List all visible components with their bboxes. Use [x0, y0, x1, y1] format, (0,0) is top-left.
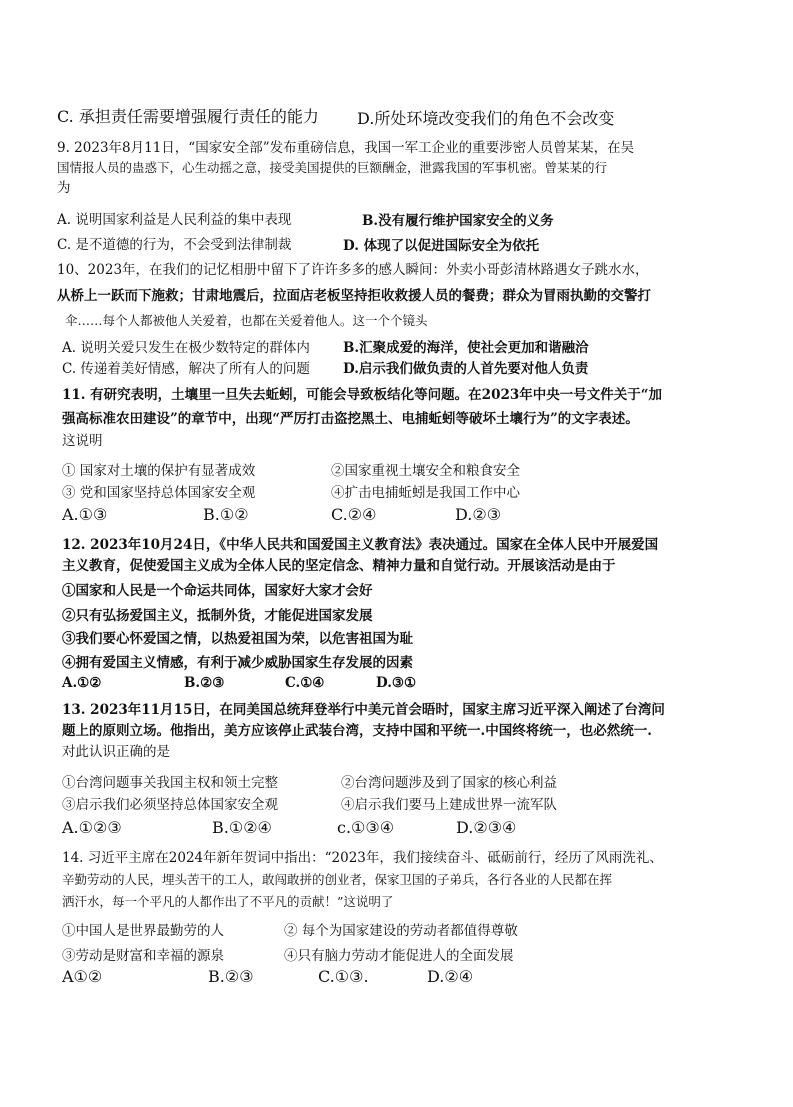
q12-option-c: C.①④ [285, 675, 325, 691]
q11-item-1: ① 国家对土壤的保护有显著成效 [62, 463, 256, 479]
q9-option-d: D. 体现了以促进国际安全为依托 [343, 238, 540, 254]
q8-option-c: C. 承担责任需要增强履行责任的能力 [57, 107, 319, 126]
q12-item-2: ②只有弘扬爱国主义，抵制外货，才能促进国家发展 [62, 608, 373, 624]
q11-stem-line-3: 这说明 [62, 433, 103, 449]
q13-item-3: ③启示我们必须坚持总体国家安全观 [62, 797, 278, 813]
q11-option-c: C.②④ [331, 505, 377, 524]
q10-stem-line-1: 10、2023年，在我们的记忆相册中留下了许许多多的感人瞬间：外卖小哥彭清林路遇女子跳水水， [57, 262, 649, 278]
q10-option-a: A. 说明关爱只发生在极少数特定的群体内 [62, 340, 310, 356]
q13-item-1: ①台湾问题事关我国主权和领土完整 [62, 775, 278, 791]
q10-stem-line-3: 伞……每个人都被他人关爱着，也都在关爱着他人。这一个个镜头 [65, 313, 428, 328]
q13-option-d: D.②③④ [456, 818, 517, 837]
q11-option-d: D.②③ [455, 505, 502, 524]
q14-option-b: B.②③ [208, 967, 254, 986]
q11-option-b: B.①② [203, 505, 249, 524]
q13-stem-line-1: 13. 2023年11月15日，在同美国总统拜登举行中美元首会晤时，国家主席习近平深入阐述了台湾问 [62, 702, 665, 718]
q14-option-c: C.①③. [318, 967, 369, 986]
q10-stem-line-2: 从桥上一跃而下施救；甘肃地震后，拉面店老板坚持拒收救援人员的餐费；群众为冒雨执勤的交警打 [57, 288, 651, 304]
q13-item-4: ④启示我们要马上建成世界一流军队 [341, 797, 557, 813]
q9-option-c: C. 是不道德的行为，不会受到法律制裁 [57, 237, 292, 253]
q13-stem-line-2: 题上的原则立场。他指出，美方应该停止武装台湾，支持中国和平统一.中国终将统一，也必然统一. [62, 723, 652, 739]
q13-stem-line-3: 对此认识正确的是 [62, 744, 170, 760]
q11-item-4: ④扩击电捕蚯蚓是我国工作中心 [331, 485, 520, 501]
q13-option-c: c.①③④ [337, 818, 395, 837]
q14-stem-line-2: 辛勤劳动的人民，埋头苦干的工人，敢闯敢拼的创业者，保家卫国的子弟兵，各行各业的人民都在挥 [62, 872, 613, 887]
q14-option-a: A①② [62, 967, 103, 986]
q12-item-3: ③我们要心怀爱国之情，以热爱祖国为荣，以危害祖国为耻 [62, 631, 413, 647]
q12-option-b: B.②③ [184, 675, 225, 691]
q12-item-1: ①国家和人民是一个命运共同体，国家好大家才会好 [62, 583, 373, 599]
q9-option-a: A. 说明国家利益是人民利益的集中表现 [57, 212, 292, 228]
q14-item-1: ①中国人是世界最勤劳的人 [62, 923, 224, 939]
q12-stem-line-1: 12. 2023年10月24日，《中华人民共和国爱国主义教育法》表决通过。国家在全体人民中开展爱国 [62, 537, 659, 553]
q13-option-b: B.①②④ [212, 818, 272, 837]
q12-item-4: ④拥有爱国主义情感，有利于减少威胁国家生存发展的因素 [62, 655, 413, 671]
q10-option-b: B.汇聚成爱的海洋，使社会更加和谐融洽 [343, 340, 589, 356]
q11-item-2: ②国家重视土壤安全和粮食安全 [331, 463, 520, 479]
q13-item-2: ②台湾问题涉及到了国家的核心利益 [341, 775, 557, 791]
q14-item-2: ② 每个为国家建设的劳动者都值得尊敬 [284, 923, 518, 939]
q14-item-4: ④只有脑力劳动才能促进人的全面发展 [284, 948, 514, 964]
q8-option-d: D.所处环境改变我们的角色不会改变 [357, 109, 615, 128]
q9-stem-line-1: 9. 2023年8月11日，“国家安全部”发布重磅信息，我国一军工企业的重要涉密人员曾某某，在吴 [57, 140, 635, 156]
q14-item-3: ③劳动是财富和幸福的源泉 [62, 948, 224, 964]
q11-option-a: A.①③ [62, 505, 108, 524]
q11-stem-line-1: 11. 有研究表明，土壤里一旦失去蚯蚓，可能会导致板结化等问题。在2023年中央一号文件关于“加 [62, 387, 663, 403]
q14-stem-line-3: 洒汗水，每一个平凡的人都作出了不平凡的贡献！”这说明了 [62, 894, 394, 909]
q14-option-d: D.②④ [427, 967, 474, 986]
q12-stem-line-2: 主义教育，促使爱国主义成为全体人民的坚定信念、精神力量和自觉行动。开展该活动是由于 [62, 558, 616, 574]
q11-stem-line-2: 强高标准农田建设”的章节中，出现“严厉打击盗挖黑土、电捕蚯蚓等破坏土壤行为”的文字表述。 [62, 411, 639, 427]
q11-item-3: ③ 党和国家坚持总体国家安全观 [62, 485, 256, 501]
q9-option-b: B.没有履行维护国家安全的义务 [362, 213, 554, 229]
q9-stem-line-2: 国情报人员的蛊惑下，心生动摇之意，接受美国提供的巨额酬金，泄露我国的军事机密。曾某某的行 [57, 160, 608, 175]
q9-stem-line-3: 为 [57, 180, 71, 196]
q12-option-a: A.①② [62, 675, 102, 691]
q14-stem-line-1: 14. 习近平主席在2024年新年贺词中指出：“2023年，我们接续奋斗、砥砺前行，经历了风雨洗礼、 [62, 850, 663, 866]
q13-option-a: A.①②③ [62, 818, 122, 837]
q12-option-d: D.③① [376, 675, 417, 691]
q10-option-c: C. 传递着美好情感，解决了所有人的问题 [62, 361, 310, 377]
q10-option-d: D.启示我们做负责的人首先要对他人负责 [343, 361, 589, 377]
